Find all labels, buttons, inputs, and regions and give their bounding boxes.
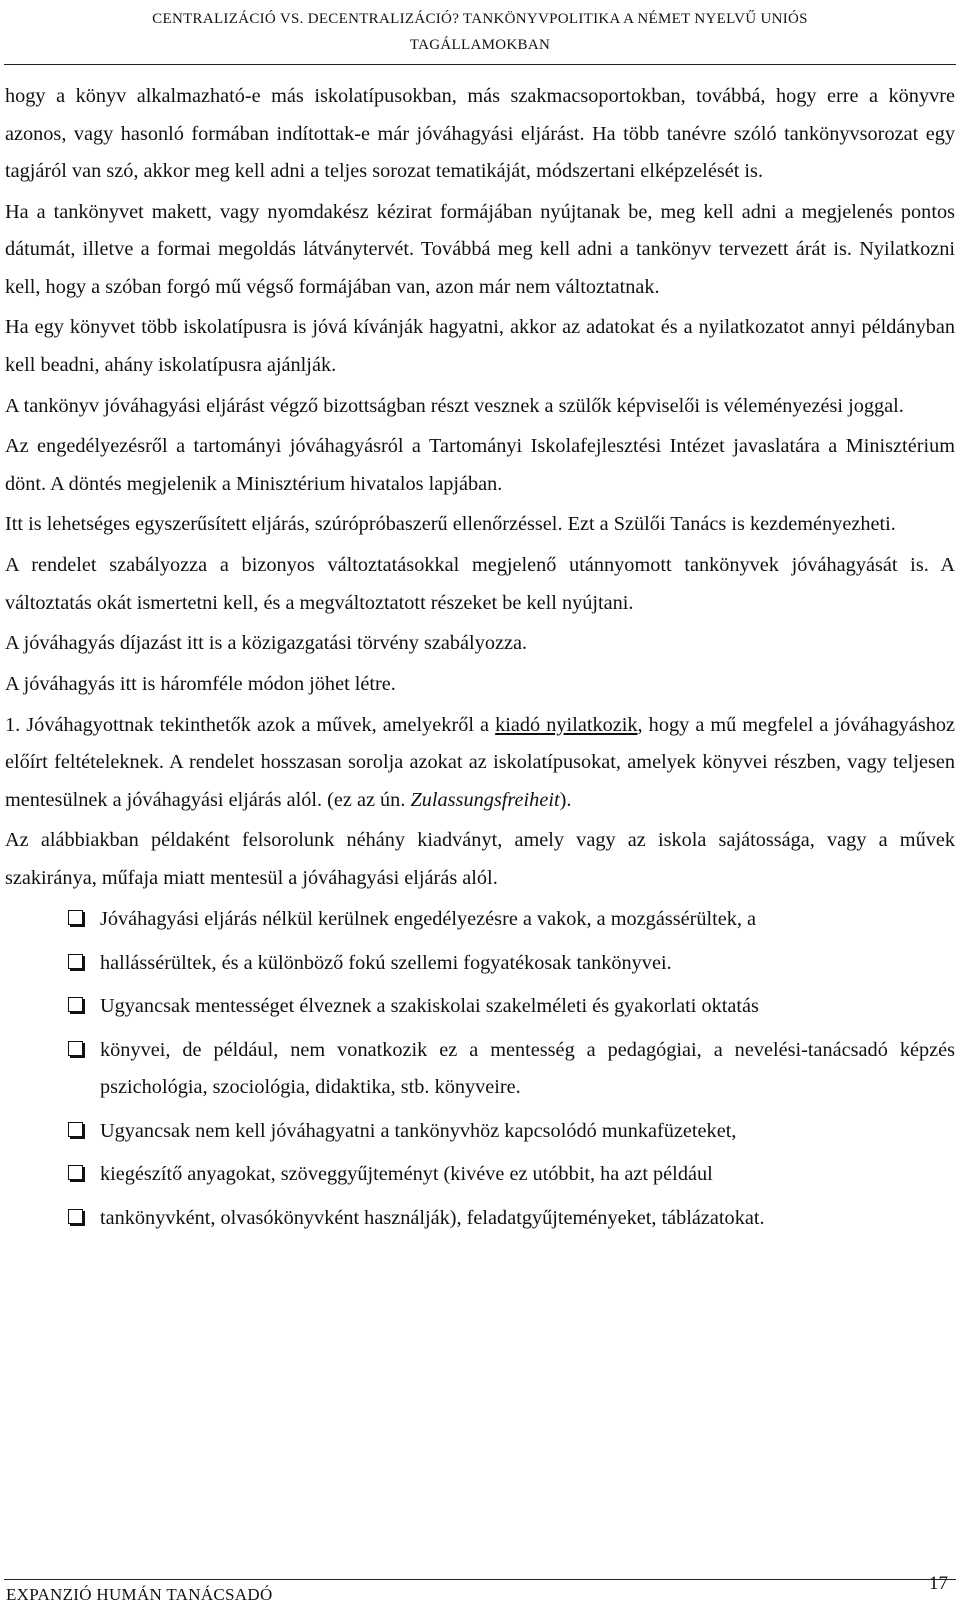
checkbox-bullet-icon bbox=[68, 997, 83, 1012]
checkbox-bullet-icon bbox=[68, 954, 83, 969]
paragraph: A tankönyv jóváhagyási eljárást végző bizottságban részt vesznek a szülők képviselői is véleményezési joggal. bbox=[5, 394, 904, 417]
list-item-text: Ugyancsak nem kell jóváhagyatni a tankönyvhöz kapcsolódó munkafüzeteket, bbox=[100, 1119, 737, 1142]
checkbox-bullet-icon bbox=[68, 1165, 83, 1180]
list-item bbox=[5, 988, 955, 1026]
header-line-1: CENTRALIZÁCIÓ VS. DECENTRALIZÁCIÓ? TANKÖNYVPOLITIKA A NÉMET NYELVŰ UNIÓS bbox=[152, 11, 808, 27]
checkbox-bullet-icon bbox=[68, 910, 83, 925]
checkbox-bullet-icon bbox=[68, 1041, 83, 1056]
list-intro: Az alábbiakban példaként felsorolunk néhány kiadványt, amely vagy az iskola sajátossága, vagy a művek szakiránya, műfaja miatt mentesül a jóváhagyási eljárás alól. bbox=[5, 829, 955, 889]
list-item-text: tankönyvként, olvasókönyvként használják), feladatgyűjteményeket, táblázatokat. bbox=[100, 1206, 765, 1229]
paragraph: A jóváhagyás díjazást itt is a közigazgatási törvény szabályozza. bbox=[5, 632, 528, 655]
checkbox-bullet-icon bbox=[68, 1122, 83, 1137]
list-item-text: könyvei, de például, nem vonatkozik ez a mentesség a pedagógiai, a nevelési-tanácsadó képzés pszichológia, szociológia, didaktika, stb. könyveire. bbox=[100, 1038, 955, 1099]
list-item bbox=[5, 945, 955, 983]
item1-text-b: , hogy a mű megfelel a jóváhagyáshoz előírt feltételeknek. A rendelet hosszasan sorolja azokat az iskolatípusokat, amelyek könyvei részben, vagy teljesen mentesülnek a jóváhagyási eljárás alól. (ez az ún. bbox=[5, 713, 955, 811]
paragraph: A rendelet szabályozza a bizonyos változtatásokkal megjelenő utánnyomott tankönyvek jóváhagyását is. A változtatás okát ismertetni kell, és a megváltoztatott részeket be kell nyújtani. bbox=[5, 554, 955, 614]
page-number: 17 bbox=[929, 1573, 948, 1594]
page-body bbox=[5, 78, 955, 1243]
list-item-text: kiegészítő anyagokat, szöveggyűjteményt (kivéve ez utóbbit, ha azt például bbox=[100, 1163, 713, 1186]
paragraph: hogy a könyv alkalmazható-e más iskolatípusokban, más szakmacsoportokban, továbbá, hogy erre a könyvre azonos, vagy hasonló formában indítottak-e már jóváhagyási eljárást. Ha több tanévre szóló tankönyvsorozat egy tagjáról van szó, akkor meg kell adni a teljes sorozat tematikáját, módszertani elképzelését is. bbox=[5, 85, 955, 182]
paragraph: Az engedélyezésről a tartományi jóváhagyásról a Tartományi Iskolafejlesztési Intézet javaslatára a Minisztérium dönt. A döntés megjelenik a Minisztérium hivatalos lapjában. bbox=[5, 435, 955, 495]
item1-text-a: 1. Jóváhagyottnak tekinthetők azok a művek, amelyekről a bbox=[5, 713, 496, 736]
paragraph: Ha a tankönyvet makett, vagy nyomdakész kézirat formájában nyújtanak be, meg kell adni a megjelenés pontos dátumát, illetve a formai megoldás látványtervét. Továbbá meg kell adni a tankönyv tervezett árát is. Nyilatkozni kell, hogy a szóban forgó mű végső formájában van, azon már nem változtatnak. bbox=[5, 200, 955, 298]
list-item bbox=[5, 1200, 955, 1238]
list-item-text: hallássérültek, és a különböző fokú szellemi fogyatékosak tankönyvei. bbox=[100, 951, 672, 974]
header-line-2: TAGÁLLAMOKBAN bbox=[409, 37, 551, 53]
list-item bbox=[5, 1156, 955, 1194]
list-item bbox=[5, 1113, 955, 1151]
exemption-list bbox=[5, 901, 955, 1237]
numbered-paragraph-1 bbox=[5, 707, 955, 820]
item1-underlined: kiadó nyilatkozik bbox=[495, 713, 638, 736]
paragraph: Itt is lehetséges egyszerűsített eljárás, szúrópróbaszerű ellenőrzéssel. Ezt a Szülői Tanács is kezdeményezheti. bbox=[5, 513, 896, 536]
paragraph: A jóváhagyás itt is háromféle módon jöhet létre. bbox=[5, 673, 396, 695]
list-item bbox=[5, 901, 955, 939]
list-item bbox=[5, 1032, 955, 1107]
paragraph: Ha egy könyvet több iskolatípusra is jóvá kívánják hagyatni, akkor az adatokat és a nyilatkozatot annyi példányban kell beadni, ahány iskolatípusra ajánlják. bbox=[5, 316, 955, 376]
item1-italic-term: Zulassungsfreiheit bbox=[410, 788, 560, 811]
header-divider bbox=[4, 64, 956, 65]
checkbox-bullet-icon bbox=[68, 1209, 83, 1224]
running-header bbox=[0, 6, 960, 58]
list-item-text: Jóváhagyási eljárás nélkül kerülnek engedélyezésre a vakok, a mozgássérültek, a bbox=[100, 908, 757, 931]
footer-publisher: EXPANZIÓ HUMÁN TANÁCSADÓ bbox=[6, 1585, 273, 1604]
list-item-text: Ugyancsak mentességet élveznek a szakiskolai szakelméleti és gyakorlati oktatás bbox=[100, 995, 759, 1018]
footer-divider bbox=[4, 1579, 956, 1580]
item1-text-c: ). bbox=[559, 788, 572, 811]
